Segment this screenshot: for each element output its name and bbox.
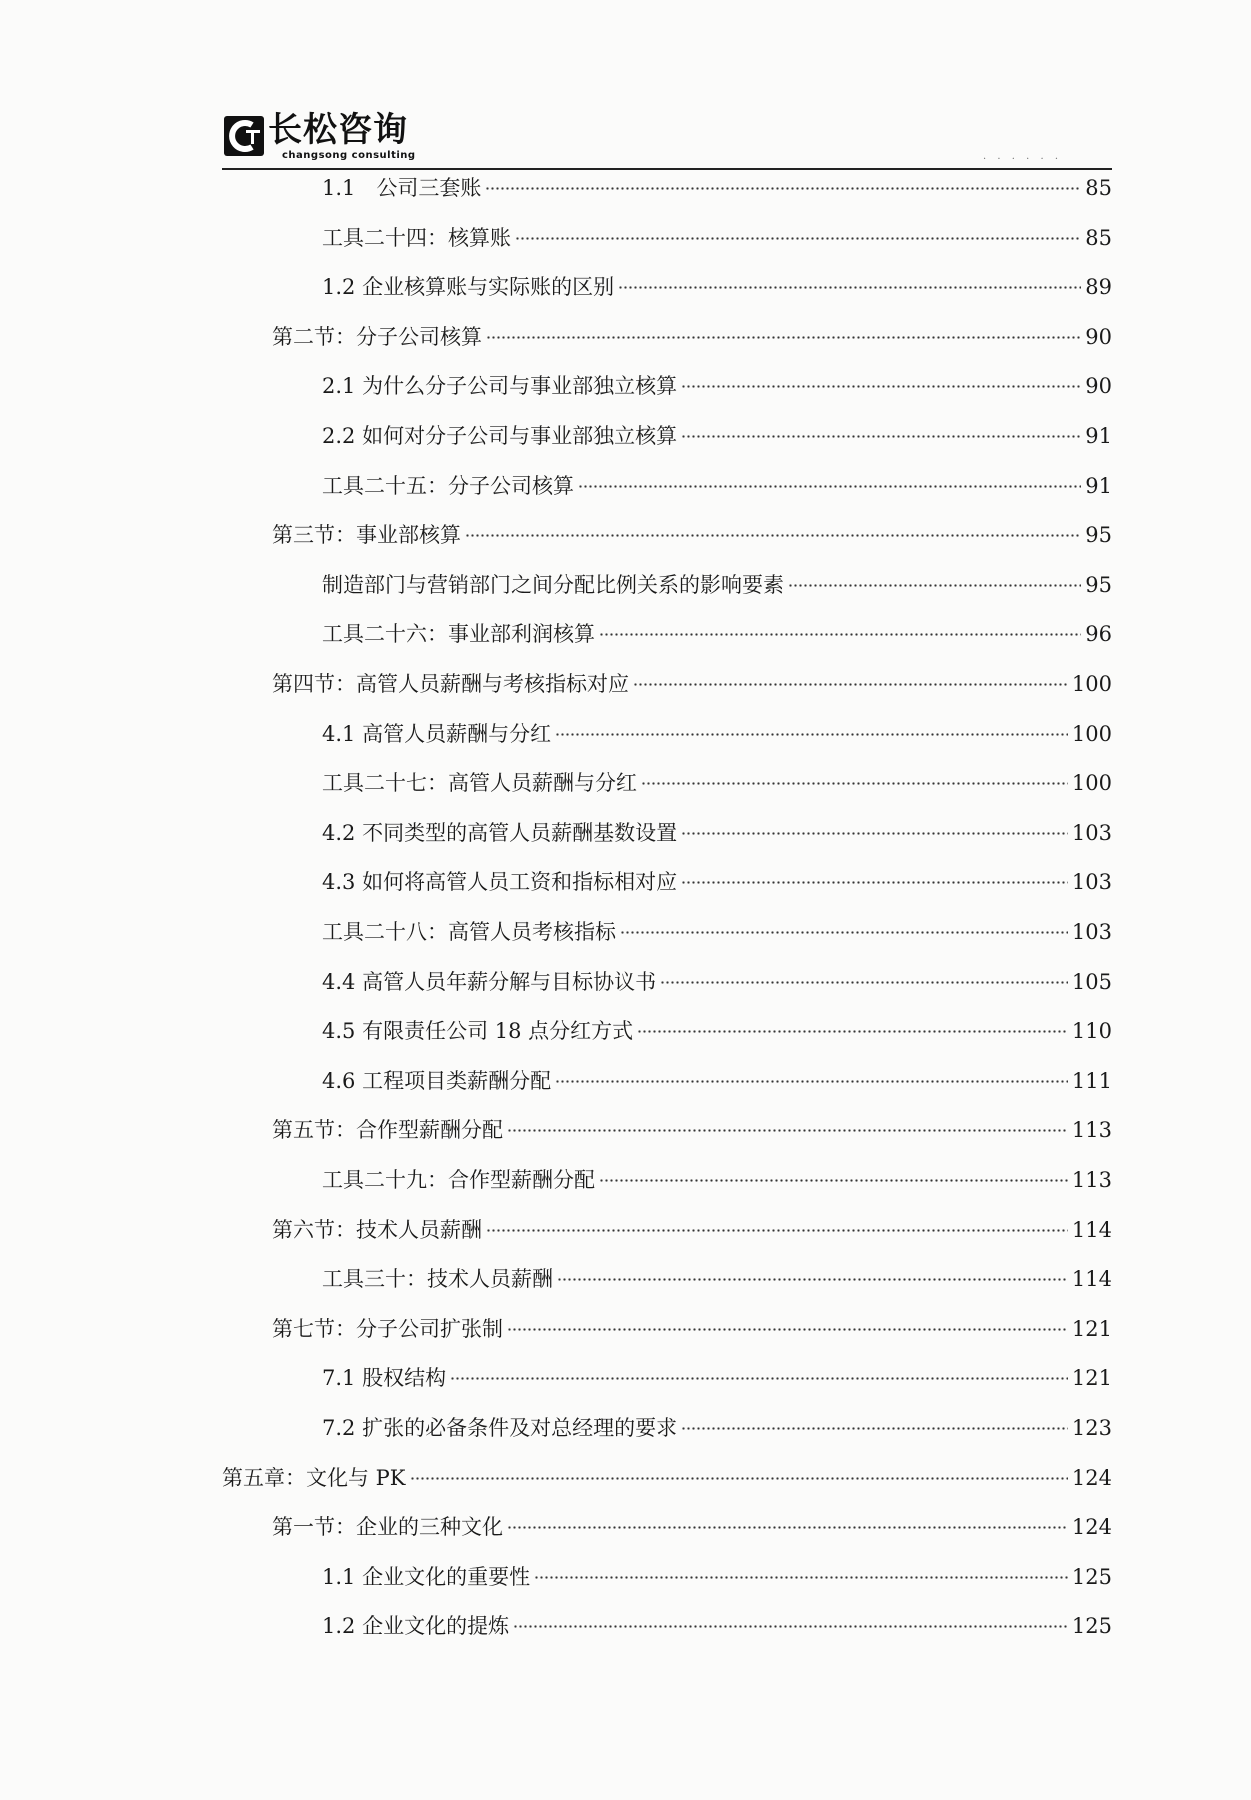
toc-dot-leader: [485, 186, 1081, 194]
toc-entry: [272, 321, 1112, 351]
header-dots: · · · · · ·: [983, 154, 1062, 165]
toc-entry: [322, 222, 1112, 252]
toc-entry-page-number: 123: [1071, 1416, 1112, 1440]
toc-dot-leader: [681, 384, 1081, 392]
toc-entry-page-number: 96: [1085, 622, 1112, 646]
logo-english-text: changsong consulting: [282, 150, 416, 161]
toc-dot-leader: [637, 1029, 1068, 1037]
toc-entry: [272, 668, 1112, 698]
toc-entry-page-number: 125: [1071, 1614, 1112, 1638]
toc-dot-leader: [450, 1376, 1068, 1384]
toc-dot-leader: [681, 434, 1081, 442]
toc-entry-page-number: 95: [1085, 573, 1112, 597]
toc-entry: [322, 1561, 1112, 1591]
toc-entry-title: 1.1 企业文化的重要性: [322, 1565, 531, 1589]
toc-dot-leader: [507, 1327, 1068, 1335]
toc-entry: [322, 1164, 1112, 1194]
toc-entry-title: 4.5 有限责任公司 18 点分红方式: [322, 1019, 634, 1043]
company-logo: [222, 110, 482, 166]
toc-entry-page-number: 124: [1071, 1466, 1112, 1490]
toc-entry-page-number: 114: [1071, 1218, 1112, 1242]
toc-entry-title: 工具二十六：事业部利润核算: [322, 622, 595, 646]
toc-dot-leader: [633, 682, 1068, 690]
toc-dot-leader: [788, 583, 1081, 591]
toc-entry-page-number: 103: [1071, 821, 1112, 845]
toc-dot-leader: [681, 880, 1068, 888]
toc-entry: [322, 767, 1112, 797]
toc-entry: [272, 1511, 1112, 1541]
toc-entry-title: 第一节：企业的三种文化: [272, 1515, 503, 1539]
toc-entry-title: 4.3 如何将高管人员工资和指标相对应: [322, 870, 678, 894]
toc-entry: [322, 370, 1112, 400]
toc-entry-title: 7.2 扩张的必备条件及对总经理的要求: [322, 1416, 678, 1440]
toc-entry: [322, 420, 1112, 450]
toc-dot-leader: [599, 632, 1081, 640]
toc-dot-leader: [618, 285, 1081, 293]
toc-entry-title: 工具二十五：分子公司核算: [322, 474, 574, 498]
toc-dot-leader: [507, 1525, 1068, 1533]
toc-entry: [322, 1610, 1112, 1640]
toc-dot-leader: [465, 533, 1081, 541]
toc-entry: [322, 1412, 1112, 1442]
toc-entry: [272, 1114, 1112, 1144]
toc-dot-leader: [599, 1178, 1068, 1186]
toc-entry-page-number: 91: [1085, 424, 1112, 448]
toc-entry-title: 4.2 不同类型的高管人员薪酬基数设置: [322, 821, 678, 845]
toc-entry-page-number: 121: [1071, 1317, 1112, 1341]
toc-entry-page-number: 91: [1085, 474, 1112, 498]
toc-entry-title: 工具三十：技术人员薪酬: [322, 1267, 553, 1291]
toc-entry-title: 第二节：分子公司核算: [272, 325, 482, 349]
toc-entry: [322, 618, 1112, 648]
toc-dot-leader: [534, 1575, 1068, 1583]
toc-entry-title: 工具二十八：高管人员考核指标: [322, 920, 616, 944]
toc-dot-leader: [513, 1624, 1068, 1632]
toc-entry-title: 工具二十七：高管人员薪酬与分红: [322, 771, 637, 795]
toc-dot-leader: [578, 484, 1081, 492]
toc-entry: [272, 1313, 1112, 1343]
toc-entry: [322, 866, 1112, 896]
toc-entry-page-number: 89: [1085, 275, 1112, 299]
toc-dot-leader: [515, 236, 1081, 244]
toc-entry-title: 2.1 为什么分子公司与事业部独立核算: [322, 374, 678, 398]
toc-entry: [322, 817, 1112, 847]
toc-dot-leader: [557, 1277, 1068, 1285]
toc-entry-page-number: 100: [1071, 672, 1112, 696]
toc-dot-leader: [681, 1426, 1068, 1434]
toc-dot-leader: [507, 1128, 1068, 1136]
toc-dot-leader: [486, 1228, 1068, 1236]
toc-dot-leader: [555, 732, 1068, 740]
toc-dot-leader: [641, 781, 1068, 789]
toc-entry-page-number: 121: [1071, 1366, 1112, 1390]
toc-entry-title: 工具二十四：核算账: [322, 226, 511, 250]
toc-entry-title: 4.4 高管人员年薪分解与目标协议书: [322, 970, 657, 994]
toc-entry-page-number: 114: [1071, 1267, 1112, 1291]
toc-entry-page-number: 110: [1071, 1019, 1112, 1043]
toc-entry-page-number: 100: [1071, 771, 1112, 795]
toc-entry: [322, 1263, 1112, 1293]
toc-dot-leader: [486, 335, 1081, 343]
toc-entry-page-number: 103: [1071, 920, 1112, 944]
toc-entry-title: 第三节：事业部核算: [272, 523, 461, 547]
toc-entry-page-number: 95: [1085, 523, 1112, 547]
toc-entry: [322, 271, 1112, 301]
toc-entry-title: 工具二十九：合作型薪酬分配: [322, 1168, 595, 1192]
toc-dot-leader: [660, 980, 1068, 988]
toc-entry-title: 第六节：技术人员薪酬: [272, 1218, 482, 1242]
toc-entry-title: 4.6 工程项目类薪酬分配: [322, 1069, 552, 1093]
toc-entry-page-number: 90: [1085, 325, 1112, 349]
toc-dot-leader: [410, 1476, 1068, 1484]
toc-entry-title: 第五节：合作型薪酬分配: [272, 1118, 503, 1142]
toc-entry-page-number: 124: [1071, 1515, 1112, 1539]
toc-entry-page-number: 85: [1085, 176, 1112, 200]
toc-entry-title: 1.1 公司三套账: [322, 176, 482, 200]
toc-entry: [322, 569, 1112, 599]
toc-entry-page-number: 105: [1071, 970, 1112, 994]
toc-entry: [322, 718, 1112, 748]
toc-dot-leader: [555, 1079, 1068, 1087]
header-rule: [222, 168, 1112, 170]
toc-entry: [322, 1015, 1112, 1045]
toc-entry-page-number: 113: [1071, 1118, 1112, 1142]
toc-dot-leader: [681, 831, 1068, 839]
toc-entry-title: 2.2 如何对分子公司与事业部独立核算: [322, 424, 678, 448]
toc-entry-title: 1.2 企业文化的提炼: [322, 1614, 510, 1638]
toc-entry: [322, 1065, 1112, 1095]
toc-entry-page-number: 113: [1071, 1168, 1112, 1192]
toc-dot-leader: [620, 930, 1068, 938]
toc-entry-title: 1.2 企业核算账与实际账的区别: [322, 275, 615, 299]
toc-entry: [322, 966, 1112, 996]
toc-entry: [272, 1214, 1112, 1244]
toc-entry-page-number: 100: [1071, 722, 1112, 746]
toc-entry-page-number: 125: [1071, 1565, 1112, 1589]
toc-entry-title: 7.1 股权结构: [322, 1366, 447, 1390]
toc-entry: [272, 519, 1112, 549]
toc-entry-title: 第五章：文化与 PK: [222, 1466, 406, 1490]
toc-entry: [322, 470, 1112, 500]
toc-entry: [322, 916, 1112, 946]
toc-entry-page-number: 90: [1085, 374, 1112, 398]
logo-mark-icon: [224, 116, 264, 156]
page-header: [222, 110, 1112, 180]
toc-entry-page-number: 103: [1071, 870, 1112, 894]
toc-entry-page-number: 85: [1085, 226, 1112, 250]
toc-entry-title: 4.1 高管人员薪酬与分红: [322, 722, 552, 746]
toc-entry: [322, 1362, 1112, 1392]
logo-chinese-text: 长松咨询: [268, 110, 408, 150]
toc-entry-title: 制造部门与营销部门之间分配比例关系的影响要素: [322, 573, 784, 597]
toc-entry-page-number: 111: [1071, 1069, 1112, 1093]
toc-entry-title: 第四节：高管人员薪酬与考核指标对应: [272, 672, 629, 696]
toc-entry: [222, 1462, 1112, 1492]
toc-entry: [322, 172, 1112, 202]
toc-entry-title: 第七节：分子公司扩张制: [272, 1317, 503, 1341]
